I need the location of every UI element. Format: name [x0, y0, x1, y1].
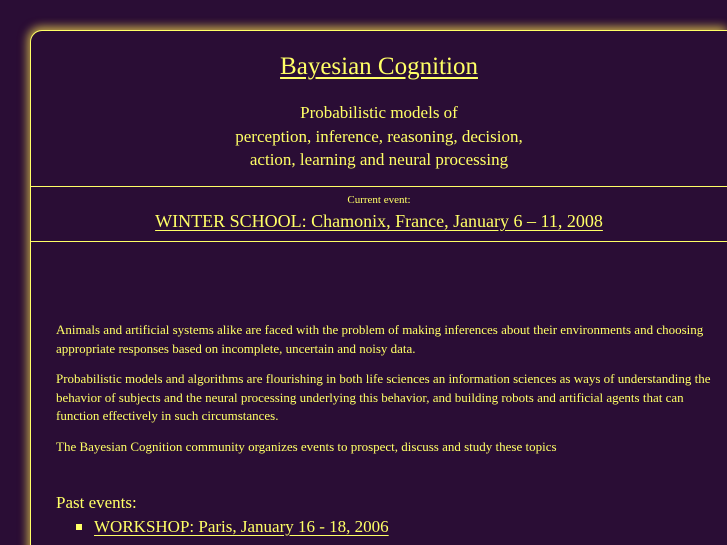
- past-events-list: [76, 516, 389, 538]
- current-event-label: Current event:: [347, 194, 411, 206]
- subtitle-line: action, learning and neural processing: [249, 150, 509, 169]
- subtitle-line: Probabilistic models of: [300, 103, 458, 122]
- list-item: [76, 516, 389, 538]
- past-events-heading: Past events:: [56, 493, 137, 512]
- site-title-link[interactable]: Bayesian Cognition: [280, 53, 478, 80]
- site-subtitle: [31, 101, 727, 172]
- current-event-link[interactable]: WINTER SCHOOL: Chamonix, France, January 6 – 11, 2008: [155, 211, 603, 231]
- square-bullet-icon: [76, 524, 82, 530]
- intro-paragraph: Animals and artificial systems alike are faced with the problem of making inferences about their environments and choosing appropriate responses based on incomplete, uncertain and noisy data.: [56, 322, 704, 356]
- intro-text: [56, 321, 719, 468]
- main-frame: [30, 30, 727, 545]
- past-event-link[interactable]: WORKSHOP: Paris, January 16 - 18, 2006: [94, 517, 389, 536]
- intro-paragraph: The Bayesian Cognition community organizes events to prospect, discuss and study these topics: [56, 438, 557, 454]
- current-event-section: [31, 187, 727, 241]
- page-header: [31, 31, 727, 186]
- intro-paragraph: Probabilistic models and algorithms are flourishing in both life sciences an information sciences as ways of understanding the behavior of subjects and the neural processing underlying this behavior, and building robots and artificial agents that can function effectively in such circumstances.: [56, 371, 711, 423]
- subtitle-line: perception, inference, reasoning, decision,: [235, 126, 523, 146]
- divider: [31, 241, 727, 242]
